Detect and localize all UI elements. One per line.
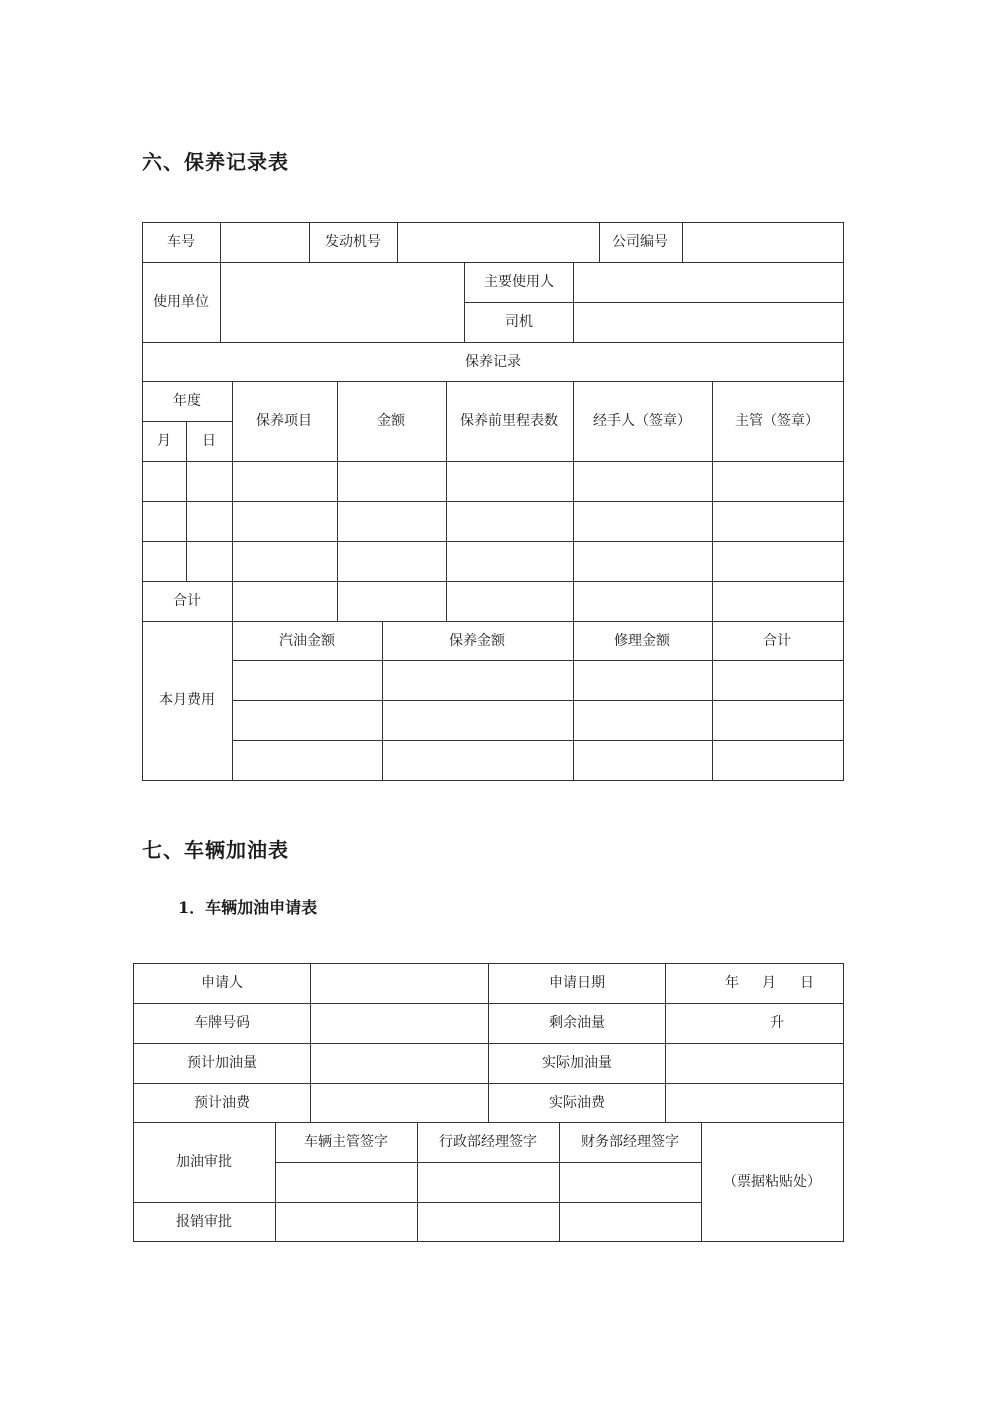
actual-fuel-label: 实际加油量 [542,1055,612,1071]
remaining-fuel-label: 剩余油量 [549,1015,605,1031]
section7-heading: 七、车辆加油表 [142,838,289,862]
main-user-label: 主要使用人 [484,274,554,290]
record-title: 保养记录 [465,354,521,370]
cost-header-repair: 修理金额 [614,633,670,649]
receipt-label: （票据粘贴处） [723,1174,821,1190]
vehicle-no-label: 车号 [167,234,195,250]
fuel-approval-label: 加油审批 [176,1154,232,1170]
dept-label: 使用单位 [153,294,209,310]
date-day: 日 [800,975,814,991]
year-label: 年度 [173,393,201,409]
plate-no-label: 车牌号码 [194,1015,250,1031]
amount-label: 金额 [377,413,405,429]
driver-label: 司机 [505,314,533,330]
supervisor-label: 主管（签章） [735,413,819,429]
cost-header-gas: 汽油金额 [279,633,335,649]
odometer-label: 保养前里程表数 [460,413,558,429]
liter-unit: 升 [770,1015,784,1031]
sign-vehicle-label: 车辆主管签字 [304,1134,388,1150]
cost-header-total: 合计 [763,633,791,649]
date-month: 月 [762,975,776,991]
monthly-cost-label: 本月费用 [159,692,215,708]
section6-heading: 六、保养记录表 [142,150,289,174]
cost-header-maintenance: 保养金额 [449,633,505,649]
total-label: 合计 [173,593,201,609]
handler-label: 经手人（签章） [593,413,691,429]
reimburse-approval-label: 报销审批 [176,1214,232,1230]
actual-cost-label: 实际油费 [549,1095,605,1111]
applicant-label: 申请人 [201,975,243,991]
day-label: 日 [202,433,216,449]
company-no-label: 公司编号 [612,234,668,250]
item-label: 保养项目 [256,413,312,429]
sign-finance-label: 财务部经理签字 [581,1134,679,1150]
planned-fuel-label: 预计加油量 [187,1055,257,1071]
section7-subheading: 1．车辆加油申请表 [178,898,318,917]
month-label: 月 [157,433,171,449]
engine-no-label: 发动机号 [325,234,381,250]
date-year: 年 [725,975,739,991]
sign-admin-label: 行政部经理签字 [439,1134,537,1150]
planned-cost-label: 预计油费 [194,1095,250,1111]
apply-date-label: 申请日期 [549,975,605,991]
